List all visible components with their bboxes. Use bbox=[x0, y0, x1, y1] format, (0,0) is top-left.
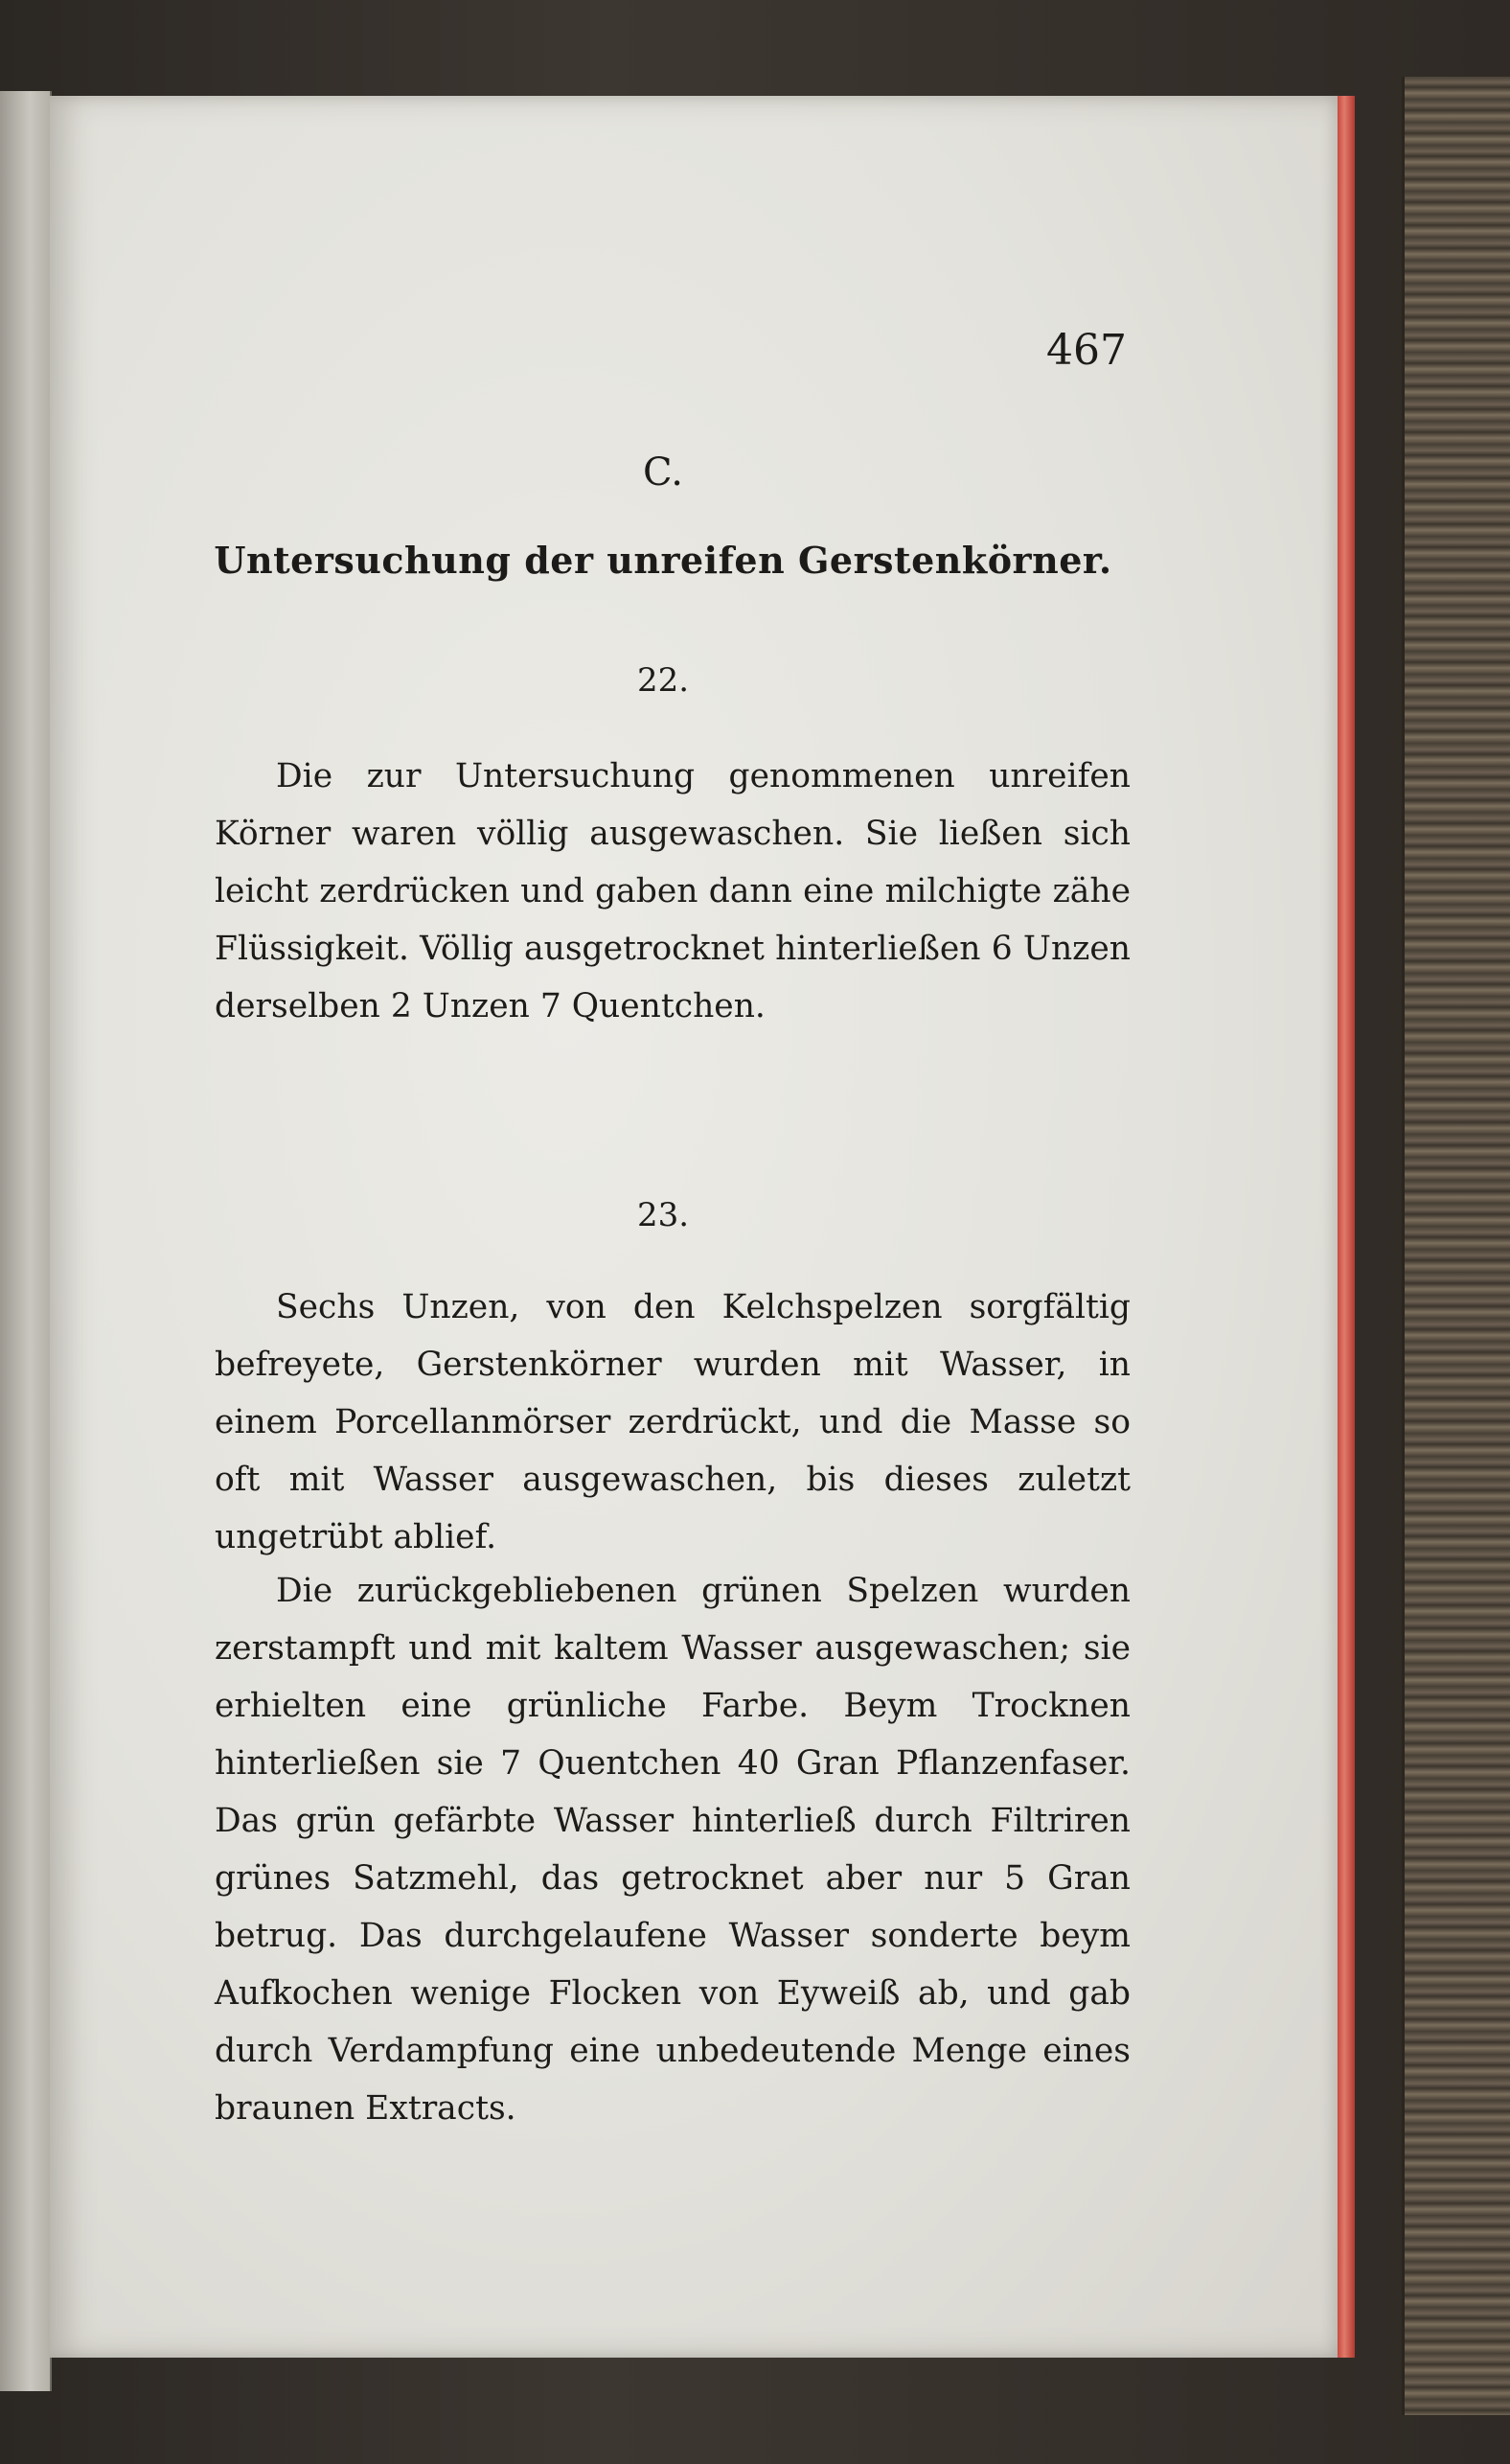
section-heading: Untersuchung der unreifen Gerstenkörner. bbox=[214, 539, 1112, 582]
book-binding bbox=[1402, 77, 1510, 2415]
page-number: 467 bbox=[1046, 326, 1127, 375]
paragraph-number-22: 22. bbox=[636, 661, 690, 700]
paragraph-22-text: Die zur Untersuchung genommenen unreifen Körner waren völlig ausgewaschen. Sie ließen sich leicht zerdrücken und gaben dann eine milchigte zähe Flüssigkeit. Völlig ausgetrocknet hinterließen 6 Unzen derselben 2 Unzen 7 Quentchen. bbox=[215, 757, 1131, 1025]
facing-page-edge bbox=[0, 91, 52, 2391]
paragraph-23-text-1: Sechs Unzen, von den Kelchspelzen sorgfältig befreyete, Gerstenkörner wurden mit Wasser, in einem Porcellanmörser zerdrückt, und die Masse so oft mit Wasser ausgewaschen, bis dieses zuletzt ungetrübt ablief. bbox=[215, 1288, 1131, 1556]
red-page-edge bbox=[1338, 96, 1355, 2358]
paragraph-number-23: 23. bbox=[636, 1196, 690, 1234]
paragraph-23-text-2: Die zurückgebliebenen grünen Spelzen wurden zerstampft und mit kaltem Wasser ausgewaschen; sie erhielten eine grünliche Farbe. Beym Trocknen hinterließen sie 7 Quentchen 40 Gran Pflanzenfaser. Das grün gefärbte Wasser hinterließ durch Filtriren grünes Satzmehl, das getrocknet aber nur 5 Gran betrug. Das durchgelaufene Wasser sonderte beym Aufkochen wenige Flocken von Eyweiß ab, und gab durch Verdampfung eine unbedeutende Menge eines braunen Extracts. bbox=[215, 1572, 1131, 2128]
section-letter: C. bbox=[643, 450, 683, 495]
book-page bbox=[50, 96, 1338, 2358]
